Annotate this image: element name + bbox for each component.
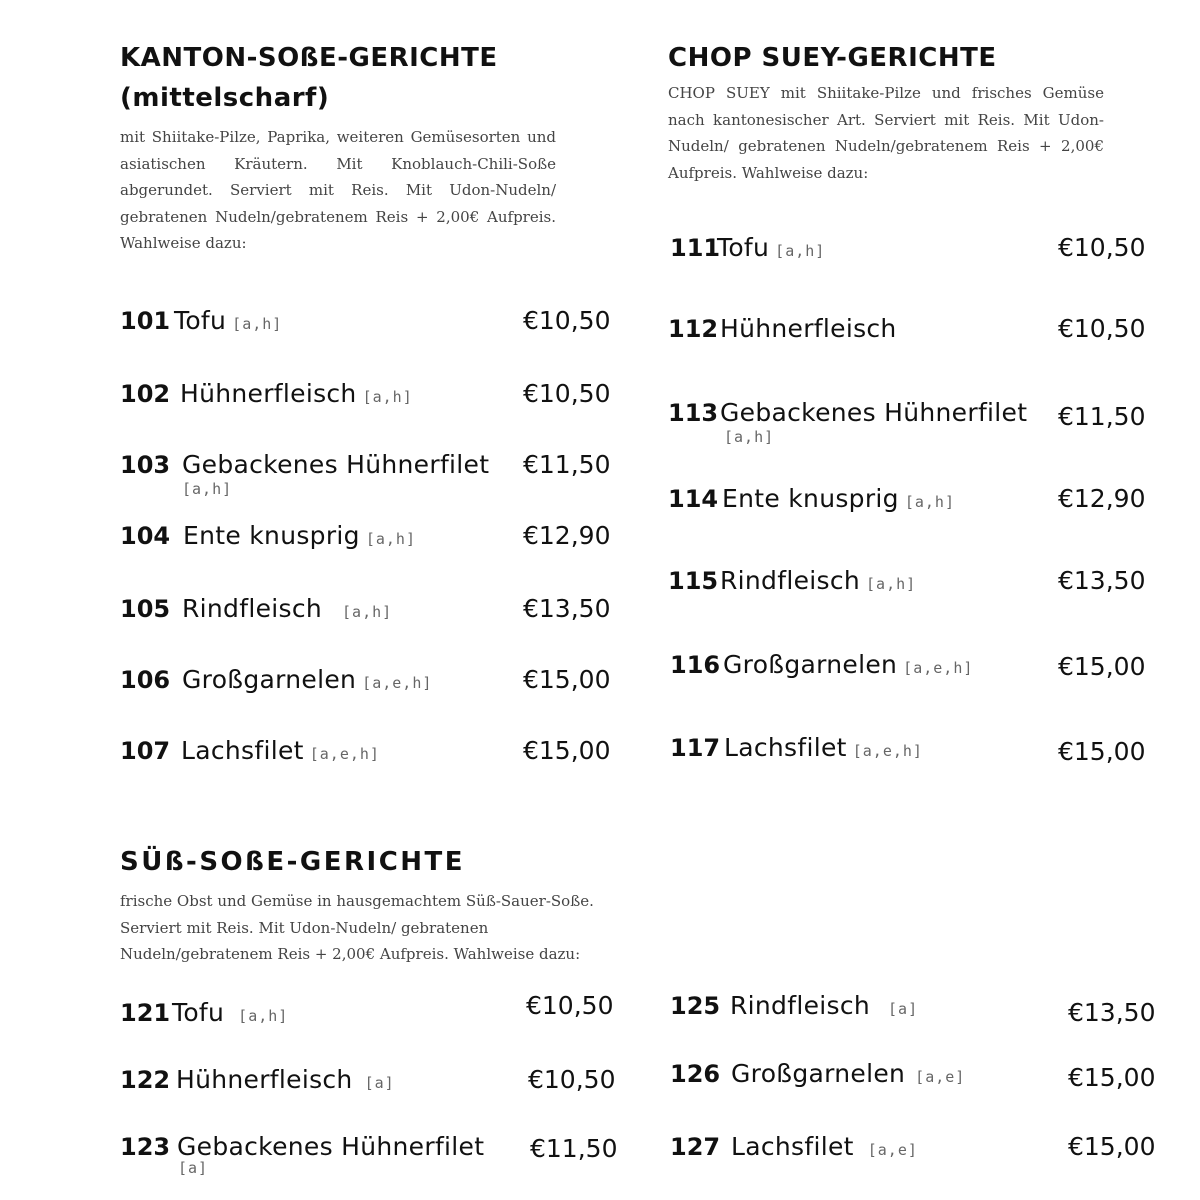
item-number: 112	[668, 315, 719, 343]
item-price: €13,50	[1058, 566, 1146, 595]
item-name: Großgarnelen [a,e]	[731, 1059, 966, 1088]
item-number: 126	[670, 1060, 721, 1088]
item-number: 104	[120, 522, 171, 550]
item-allergens: [a,e,h]	[903, 659, 974, 677]
item-allergens: [a,h]	[904, 493, 955, 511]
item-allergens: [a,h]	[182, 480, 233, 498]
section-title	[120, 38, 556, 118]
item-price: €10,50	[523, 306, 611, 335]
item-price: €10,50	[1058, 233, 1146, 262]
item-name: Großgarnelen [a,e,h]	[182, 665, 433, 694]
item-price: €15,00	[1068, 1063, 1156, 1092]
item-name: Großgarnelen [a,e,h]	[723, 650, 974, 679]
item-number: 121	[120, 999, 171, 1027]
item-price: €10,50	[528, 1065, 616, 1094]
item-price: €15,00	[523, 665, 611, 694]
item-name: Hühnerfleisch [a,h]	[180, 379, 413, 408]
item-price: €15,00	[1058, 737, 1146, 766]
suess-section	[120, 842, 624, 968]
item-name: Ente knusprig [a,h]	[183, 521, 416, 550]
item-name: Ente knusprig [a,h]	[722, 484, 955, 513]
item-allergens: [a,h]	[342, 603, 393, 621]
item-allergens: [a,h]	[724, 428, 775, 446]
item-name: Lachsfilet [a,e,h]	[724, 733, 923, 762]
item-allergens: [a,e]	[867, 1141, 918, 1159]
item-number: 101	[120, 307, 171, 335]
item-number: 106	[120, 666, 171, 694]
item-allergens: [a,h]	[362, 388, 413, 406]
item-name: Rindfleisch [a,h]	[182, 594, 393, 623]
item-name: Lachsfilet [a,e,h]	[181, 736, 380, 765]
item-number: 107	[120, 737, 171, 765]
item-number: 113	[668, 399, 719, 427]
item-allergens: [a,h]	[365, 530, 416, 548]
item-allergens: [a,e,h]	[309, 745, 380, 763]
item-allergens: [a,e,h]	[362, 674, 433, 692]
item-allergens: [a]	[178, 1159, 209, 1177]
item-name: Gebackenes Hühnerfilet	[182, 450, 490, 479]
item-number: 127	[670, 1133, 721, 1161]
item-number: 123	[120, 1133, 171, 1161]
item-name: Lachsfilet [a,e]	[731, 1132, 918, 1161]
section-title: CHOP SUEY-GERICHTE	[668, 43, 997, 73]
section-title: SÜß-SOßE-GERICHTE	[120, 847, 466, 877]
item-price: €10,50	[526, 991, 614, 1020]
item-number: 111	[670, 234, 721, 262]
item-price: €11,50	[530, 1134, 618, 1163]
item-allergens: [a,h]	[775, 242, 826, 260]
item-allergens: [a,h]	[866, 575, 917, 593]
item-number: 102	[120, 380, 171, 408]
section-title-main: KANTON-SOßE-GERICHTE	[120, 43, 498, 73]
item-name: Rindfleisch [a,h]	[720, 566, 917, 595]
section-title-subtitle: (mittelscharf)	[120, 83, 330, 113]
item-name: Hühnerfleisch	[720, 314, 897, 343]
kanton-section	[120, 38, 556, 257]
item-number: 122	[120, 1066, 171, 1094]
item-allergens: [a]	[888, 1000, 919, 1018]
item-allergens: [a]	[364, 1074, 395, 1092]
item-price: €15,00	[1068, 1132, 1156, 1161]
item-allergens: [a,e]	[915, 1068, 966, 1086]
item-number: 103	[120, 451, 171, 479]
item-name: Tofu [a,h]	[172, 998, 289, 1027]
item-name: Rindfleisch [a]	[730, 991, 919, 1020]
section-description: mit Shiitake-Pilze, Paprika, weiteren Gemüsesorten und asiatischen Kräutern. Mit Knoblauch-Chili-Soße abgerundet. Serviert mit Reis. Mit Udon-Nudeln/ gebratenen Nudeln/gebratenem Reis + 2,00€ Aufpreis. Wahlweise dazu:	[120, 128, 556, 252]
item-number: 114	[668, 485, 719, 513]
item-name: Hühnerfleisch [a]	[176, 1065, 395, 1094]
section-description: frische Obst und Gemüse in hausgemachtem Süß-Sauer-Soße. Serviert mit Reis. Mit Udon-Nudeln/ gebratenen Nudeln/gebratenem Reis + 2,00€ Aufpreis. Wahlweise dazu:	[120, 892, 594, 963]
item-price: €10,50	[1058, 314, 1146, 343]
item-price: €11,50	[523, 450, 611, 479]
item-number: 115	[668, 567, 719, 595]
item-name: Tofu [a,h]	[717, 233, 826, 262]
item-price: €15,00	[523, 736, 611, 765]
item-number: 105	[120, 595, 171, 623]
item-number: 125	[670, 992, 721, 1020]
item-name: Tofu [a,h]	[174, 306, 283, 335]
item-price: €10,50	[523, 379, 611, 408]
chopsuey-section	[668, 38, 1104, 186]
item-price: €12,90	[1058, 484, 1146, 513]
item-price: €13,50	[1068, 998, 1156, 1027]
item-allergens: [a,h]	[232, 315, 283, 333]
item-allergens: [a,e,h]	[852, 742, 923, 760]
item-number: 116	[670, 651, 721, 679]
item-price: €12,90	[523, 521, 611, 550]
item-allergens: [a,h]	[238, 1007, 289, 1025]
item-name: Gebackenes Hühnerfilet	[177, 1132, 485, 1161]
item-price: €13,50	[523, 594, 611, 623]
item-number: 117	[670, 734, 721, 762]
item-name: Gebackenes Hühnerfilet	[720, 398, 1028, 427]
item-price: €11,50	[1058, 402, 1146, 431]
item-price: €15,00	[1058, 652, 1146, 681]
section-description: CHOP SUEY mit Shiitake-Pilze und frisches Gemüse nach kantonesischer Art. Serviert mit Reis. Mit Udon-Nudeln/ gebratenen Nudeln/gebratenem Reis + 2,00€ Aufpreis. Wahlweise dazu:	[668, 84, 1104, 182]
